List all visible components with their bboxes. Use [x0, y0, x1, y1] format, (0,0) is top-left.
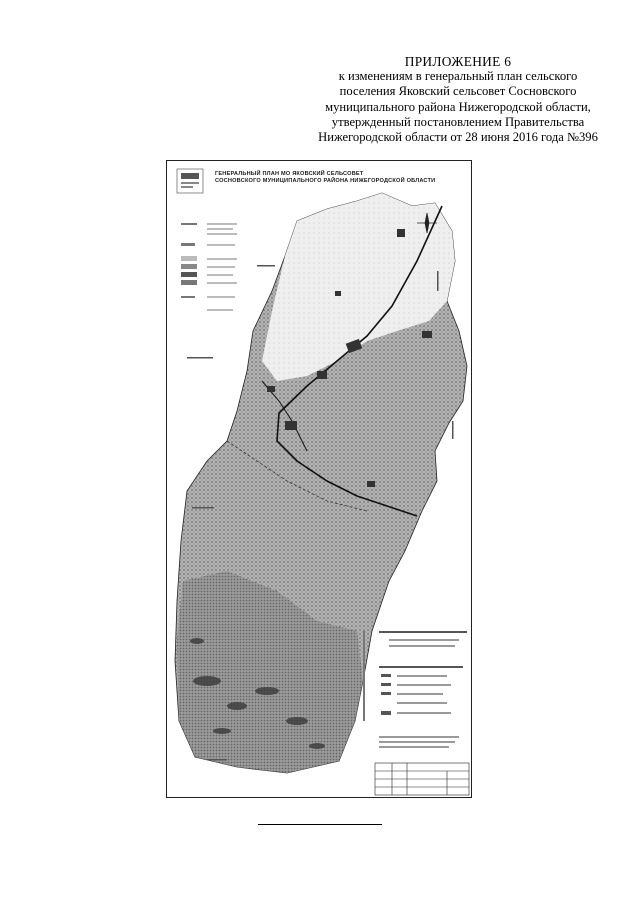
map-drawing — [167, 161, 473, 799]
map-sheet-title — [215, 171, 435, 185]
appendix-heading — [300, 54, 616, 145]
appendix-line-3: муниципального района Нижегородской области, — [325, 99, 591, 114]
map-sheet-title-line-2: СОСНОВСКОГО МУНИЦИПАЛЬНОГО РАЙОНА НИЖЕГОРОДСКОЙ ОБЛАСТИ — [215, 178, 436, 184]
map-sheet-title-line-1: ГЕНЕРАЛЬНЫЙ ПЛАН МО ЯКОВСКИЙ СЕЛЬСОВЕТ — [215, 171, 364, 177]
footer-rule — [258, 824, 382, 825]
legend-left — [181, 223, 237, 311]
legend-right — [379, 631, 467, 748]
title-block — [375, 763, 469, 795]
appendix-line-1: к изменениям в генеральный план сельского — [338, 69, 578, 84]
appendix-title: ПРИЛОЖЕНИЕ 6 — [404, 54, 512, 69]
appendix-line-5: Нижегородской области от 28 июня 2016 года №396 — [318, 130, 598, 145]
master-plan-map-sheet — [166, 160, 472, 798]
appendix-line-4: утвержденный постановлением Правительства — [331, 114, 585, 129]
appendix-line-2: поселения Яковский сельсовет Сосновского — [339, 84, 577, 99]
